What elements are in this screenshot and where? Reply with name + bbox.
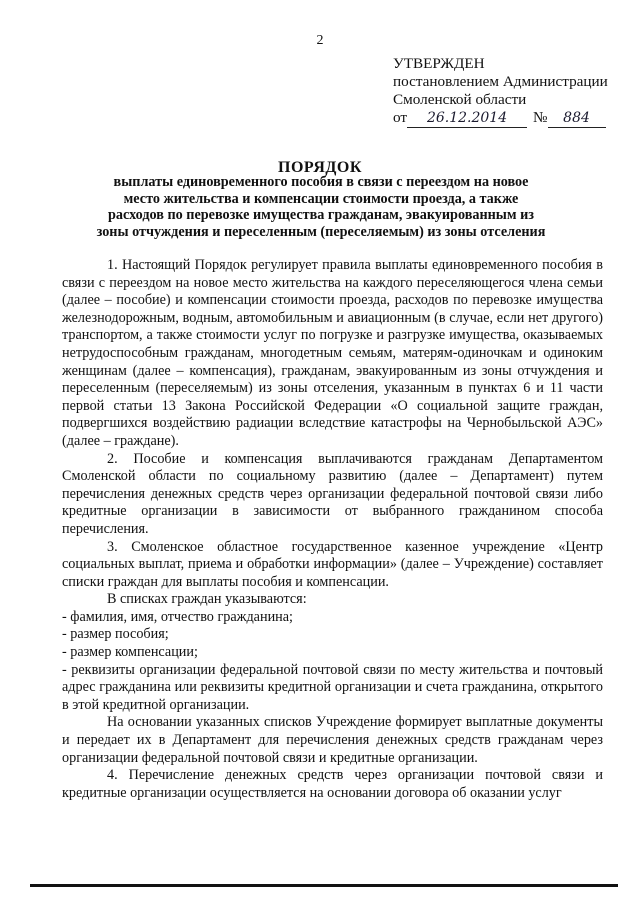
document-body — [62, 257, 603, 802]
approval-block — [393, 55, 633, 128]
list-item: - размер компенсации; — [62, 644, 198, 661]
list-item: - размер пособия; — [62, 626, 169, 643]
handwritten-date: 26.12.2014 — [407, 109, 527, 128]
list-item: - фамилия, имя, отчество гражданина; — [62, 608, 293, 625]
document-title: ПОРЯДОК — [278, 159, 362, 176]
approval-heading: УТВЕРЖДЕН — [393, 55, 485, 72]
handwritten-number: 884 — [548, 109, 606, 128]
date-prefix: от — [393, 109, 408, 126]
approval-line-1: постановлением Администрации — [393, 73, 608, 90]
page-number: 2 — [316, 33, 324, 48]
paragraph-4: 4. Перечисление денежных средств через организации почтовой связи и кредитные организации осуществляется на основании договора об оказании услуг — [62, 767, 603, 801]
approval-line-2: Смоленской области — [393, 91, 527, 108]
paragraph-3: 3. Смоленское областное государственное казенное учреждение «Центр социальных выплат, приема и обработки информации» (далее – Учреждение) составляет списки граждан для выплаты пособия и компенсации. — [62, 538, 603, 590]
approval-date-number-line — [393, 109, 633, 128]
paragraph-2: 2. Пособие и компенсация выплачиваются гражданам Департаментом Смоленской области по социальному развитию (далее – Департамент) путем перечисления денежных средств через организации федеральной почтовой связи либо кредитные организации в зависимости от выбранного гражданином способа перечисления. — [62, 450, 603, 537]
bottom-divider — [30, 884, 618, 887]
paragraph-1: 1. Настоящий Порядок регулирует правила выплаты единовременного пособия в связи с переездом на новое место жительства на каждого переселяющегося члена семьи (далее – пособие) и компенсации стоимости проезда, расходов по перевозке имущества железнодорожным, водным, автомобильным и авиационным (в случае, если нет другого) транспортом, а также стоимости услуг по погрузке и разгрузке имущества, оказываемых нетрудоспособным гражданам, многодетным семьям, матерям-одиночкам и одиноким женщинам (далее – компенсация), гражданам, эвакуированным из зоны отчуждения и переселенным (переселяемым) из зоны отселения, указанным в пунктах 6 и 11 части первой статьи 13 Закона Российской Федерации «О социальной защите граждан, подвергшихся воздействию радиации вследствие катастрофы на Чернобыльской АЭС» (далее – граждане). — [62, 257, 603, 449]
document-subtitle: выплаты единовременного пособия в связи с переездом на новое место жительства и компенсации стоимости проезда, а также расходов по перевозке имущества гражданам, эвакуированным из зоны отчуждения и переселенным (переселяемым) из зоны отселения — [96, 174, 546, 240]
paragraph-documents: На основании указанных списков Учреждение формирует выплатные документы и передает их в Департамент для перечисления денежных средств гражданам через организации федеральной почтовой связи и кредитные организации. — [62, 714, 603, 766]
list-heading: В списках граждан указываются: — [107, 591, 307, 608]
number-prefix: № — [533, 109, 548, 126]
list-item: - реквизиты организации федеральной почтовой связи по месту жительства и почтовый адрес гражданина или реквизиты кредитной организации и счета гражданина, открытого в этой кредитной организации. — [62, 661, 603, 713]
